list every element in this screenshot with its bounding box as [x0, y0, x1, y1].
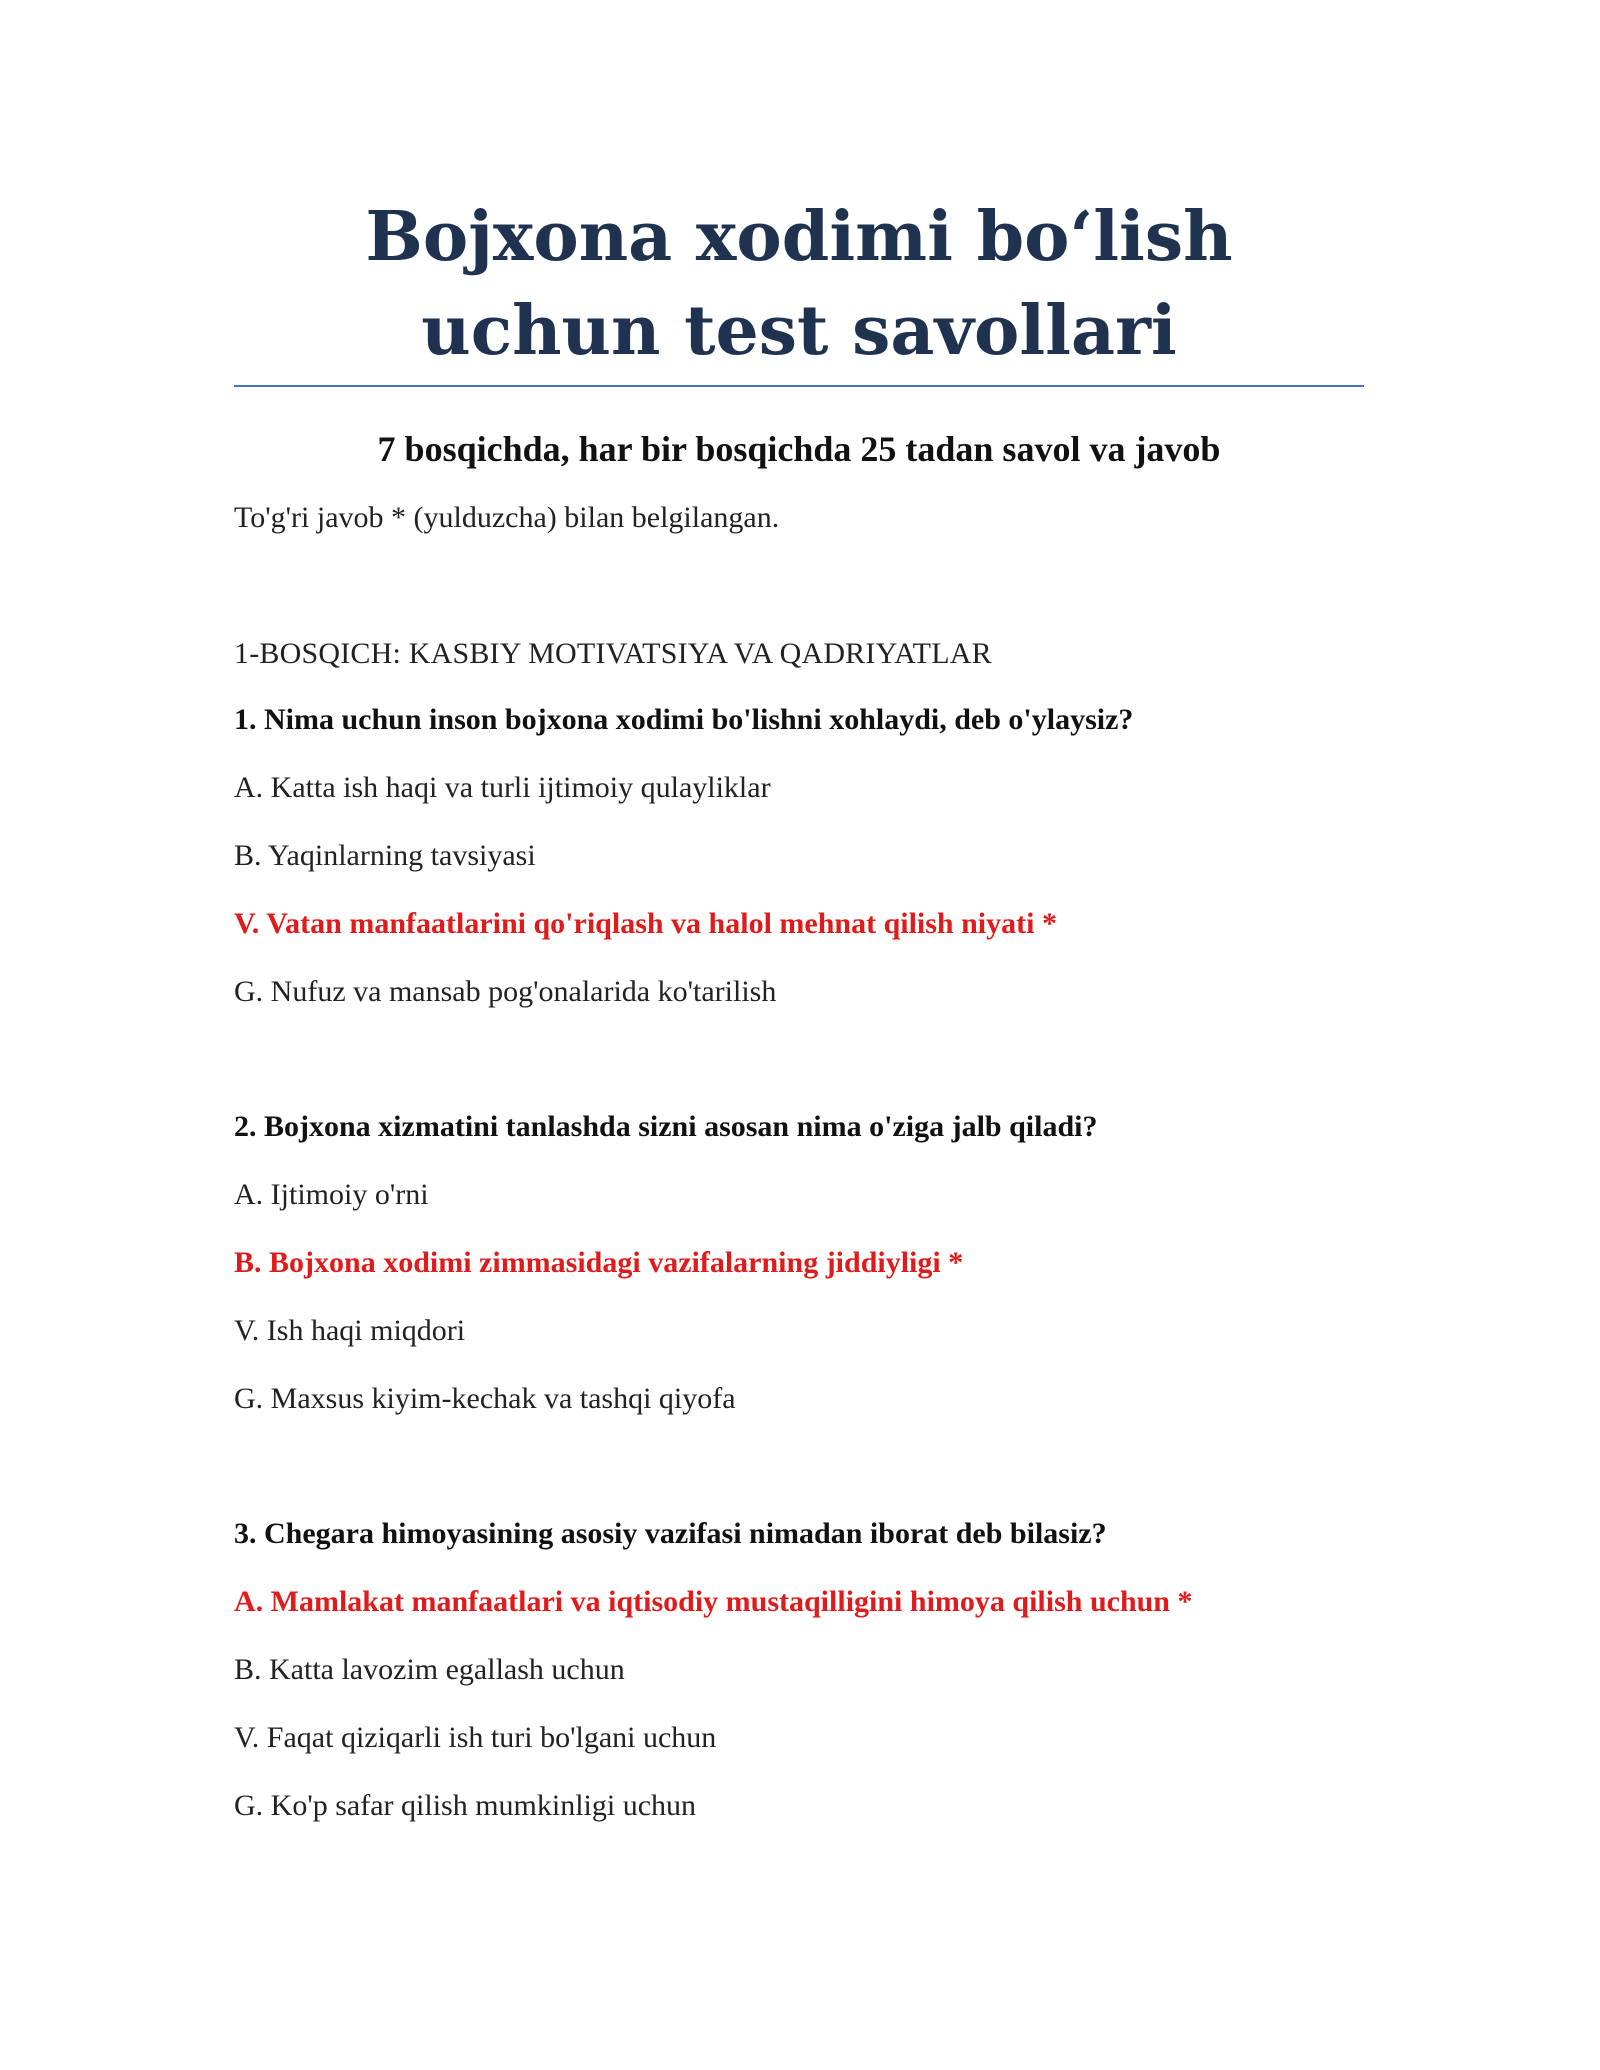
answer-option-g: G. Ko'p safar qilish mumkinligi uchun: [234, 1789, 697, 1822]
document-subtitle: 7 bosqichda, har bir bosqichda 25 tadan savol va javob: [377, 429, 1221, 469]
answer-option-b: B. Yaqinlarning tavsiyasi: [234, 839, 536, 872]
answer-option-v: V. Faqat qiziqarli ish turi bo'lgani uchun: [234, 1721, 717, 1754]
document-title: Bojxona xodimi bo‘lish uchun test savollari: [365, 197, 1233, 371]
answer-key-note: To'g'ri javob * (yulduzcha) bilan belgilangan.: [234, 501, 780, 534]
title-divider: [234, 385, 1364, 387]
question-block-1: [234, 698, 1364, 1038]
question-block-2: [234, 1105, 1364, 1445]
answer-option-v-correct: V. Vatan manfaatlarini qo'riqlash va halol mehnat qilish niyati *: [234, 907, 1057, 940]
answer-option-g: G. Nufuz va mansab pog'onalarida ko'tarilish: [234, 975, 777, 1008]
question-block-3: [234, 1512, 1364, 1852]
answer-option-g: G. Maxsus kiyim-kechak va tashqi qiyofa: [234, 1382, 736, 1415]
answer-option-b: B. Katta lavozim egallash uchun: [234, 1653, 625, 1686]
answer-option-v: V. Ish haqi miqdori: [234, 1314, 466, 1347]
answer-option-a: A. Ijtimoiy o'rni: [234, 1178, 429, 1211]
answer-option-b-correct: B. Bojxona xodimi zimmasidagi vazifalarning jiddiyligi *: [234, 1246, 964, 1279]
answer-option-a-correct: A. Mamlakat manfaatlari va iqtisodiy mustaqilligini himoya qilish uchun *: [234, 1585, 1193, 1618]
section-heading: 1-BOSQICH: KASBIY MOTIVATSIYA VA QADRIYATLAR: [234, 637, 992, 670]
question-text: 2. Bojxona xizmatini tanlashda sizni asosan nima o'ziga jalb qiladi?: [234, 1110, 1098, 1143]
question-text: 3. Chegara himoyasining asosiy vazifasi nimadan iborat deb bilasiz?: [234, 1517, 1107, 1550]
question-text: 1. Nima uchun inson bojxona xodimi bo'lishni xohlaydi, deb o'ylaysiz?: [234, 703, 1134, 736]
answer-option-a: A. Katta ish haqi va turli ijtimoiy qulayliklar: [234, 771, 771, 804]
